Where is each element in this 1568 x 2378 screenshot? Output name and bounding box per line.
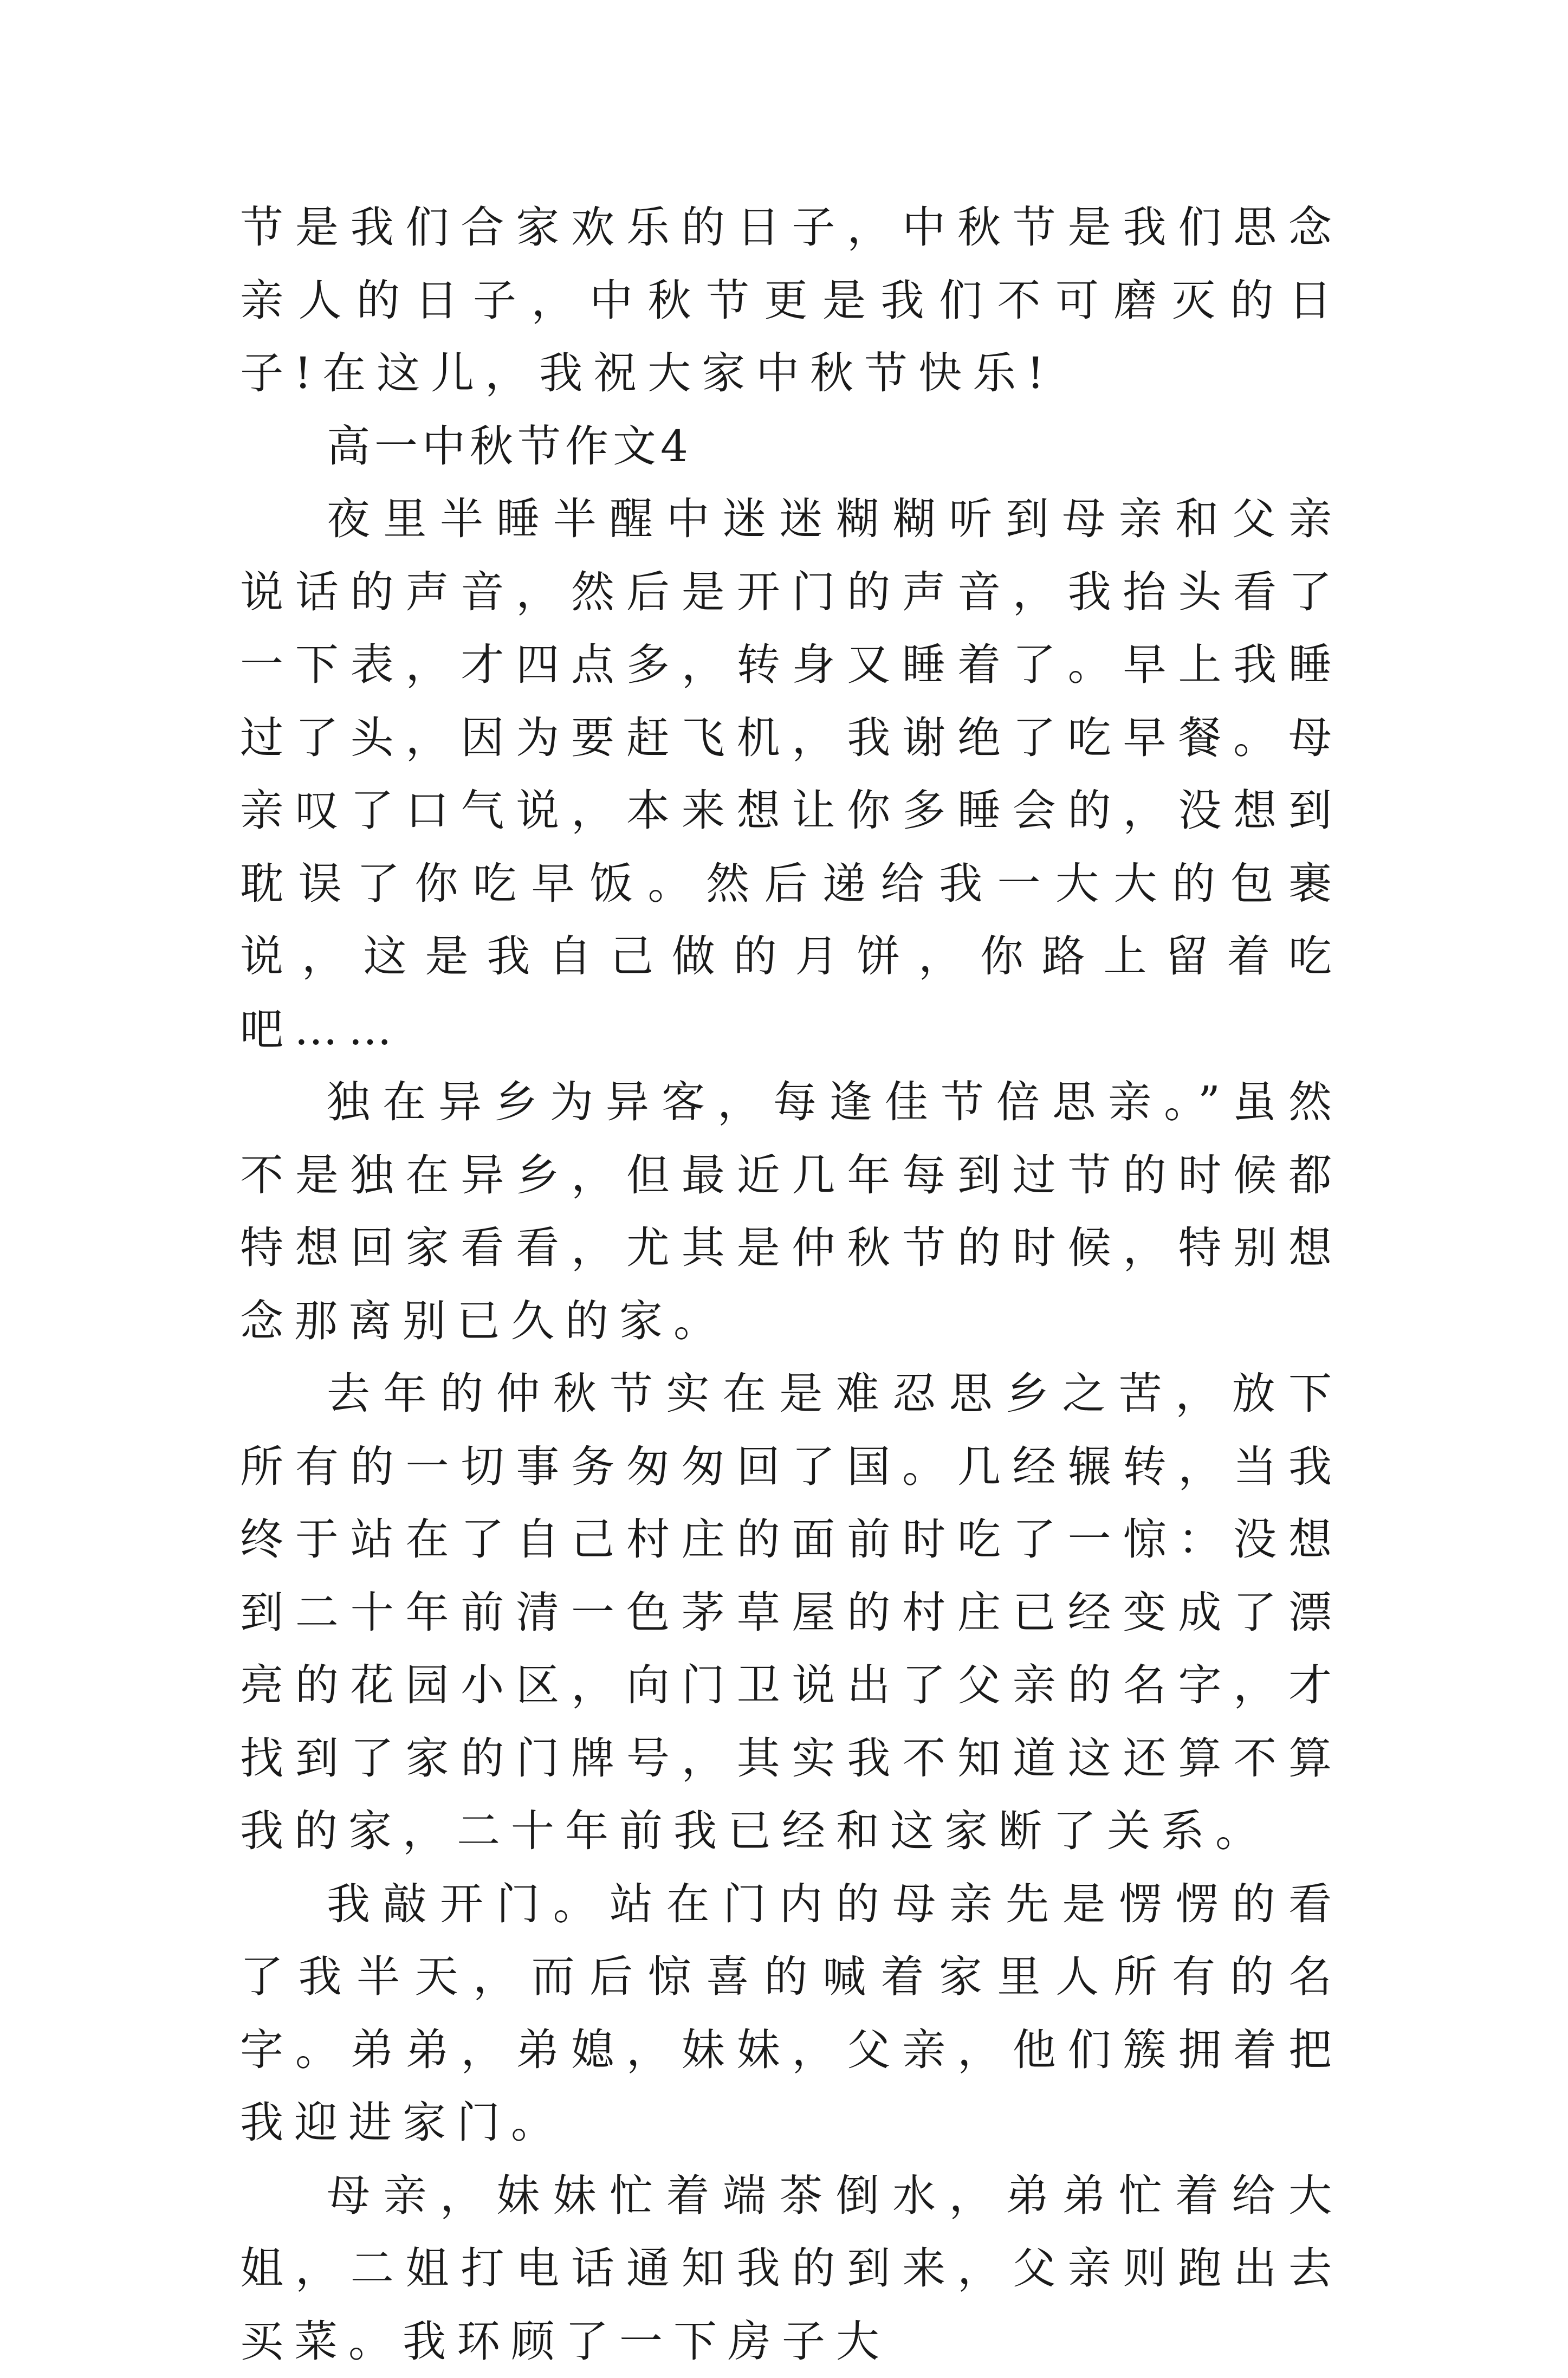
paragraph-continuation: 节是我们合家欢乐的日子，中秋节是我们思念亲人的日子，中秋节更是我们不可磨灭的日子!在这儿，我祝大家中秋节快乐! [240,191,1343,410]
document-body [240,191,1343,2378]
paragraph: 我敲开门。站在门内的母亲先是愣愣的看了我半天，而后惊喜的喊着家里人所有的名字。弟弟，弟媳，妹妹，父亲，他们簇拥着把我迎进家门。 [240,1868,1343,2160]
section-heading: 高一中秋节作文4 [240,410,1343,483]
paragraph: 去年的仲秋节实在是难忍思乡之苦，放下所有的一切事务匆匆回了国。几经辗转，当我终于站在了自己村庄的面前时吃了一惊：没想到二十年前清一色茅草屋的村庄已经变成了漂亮的花园小区，向门卫说出了父亲的名字，才找到了家的门牌号，其实我不知道这还算不算我的家，二十年前我已经和这家断了关系。 [240,1358,1343,1868]
paragraph: 母亲，妹妹忙着端茶倒水，弟弟忙着给大姐，二姐打电话通知我的到来，父亲则跑出去买菜。我环顾了一下房子大 [240,2160,1343,2378]
paragraph: 夜里半睡半醒中迷迷糊糊听到母亲和父亲说话的声音，然后是开门的声音，我抬头看了一下表，才四点多，转身又睡着了。早上我睡过了头，因为要赶飞机，我谢绝了吃早餐。母亲叹了口气说，本来想让你多睡会的，没想到耽误了你吃早饭。然后递给我一大大的包裹说，这是我自己做的月饼，你路上留着吃吧…… [240,483,1343,1066]
paragraph: 独在异乡为异客，每逢佳节倍思亲。”虽然不是独在异乡，但最近几年每到过节的时候都特想回家看看，尤其是仲秋节的时候，特别想念那离别已久的家。 [240,1066,1343,1358]
